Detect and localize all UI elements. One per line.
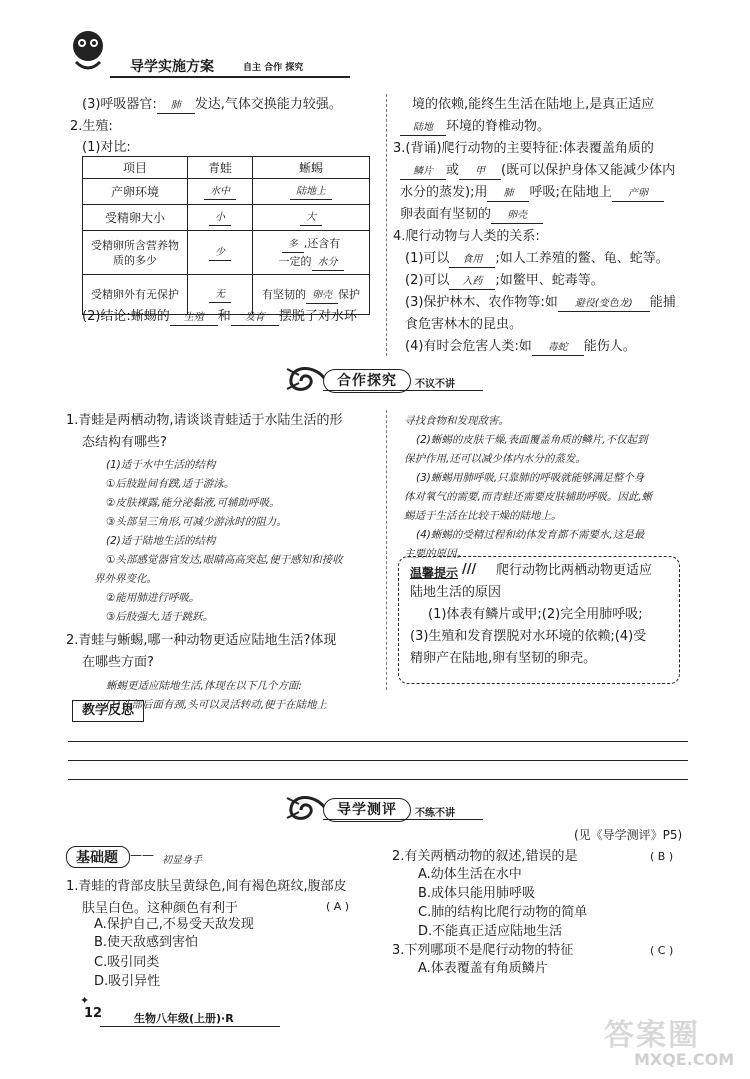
text-line: 境的依赖,能终生生活在陆地上,是真正适应 bbox=[412, 97, 655, 112]
table-cell: 无 bbox=[188, 275, 253, 315]
question-text: 态结构有哪些? bbox=[82, 435, 167, 450]
table-header: 青蛙 bbox=[188, 157, 253, 179]
eval-subtitle: 不练不讲 bbox=[415, 808, 455, 819]
table-cell: 多 ,还含有 一定的 水分 bbox=[253, 231, 370, 275]
basic-subtitle: 初显身手 bbox=[162, 855, 202, 866]
tip-text: (1)体表有鳞片或甲;(2)完全用肺呼吸; bbox=[428, 607, 643, 622]
tip-label: 温馨提示 bbox=[410, 566, 459, 580]
handwritten-answer: ③头部呈三角形,可减少游泳时的阻力。 bbox=[106, 516, 287, 528]
star-icon: ✦ bbox=[80, 994, 90, 1007]
answer-bracket: ( A ) bbox=[326, 900, 350, 913]
tip-text: (3)生殖和发育摆脱对水环境的依赖;(4)受 bbox=[410, 629, 647, 644]
tip-text: 精卵产在陆地,卵有坚韧的卵壳。 bbox=[410, 651, 597, 666]
table-cell: 少 bbox=[188, 231, 253, 275]
text-line: (2)可以 入药 ;如鳖甲、蛇毒等。 bbox=[405, 273, 604, 288]
text-line: 鳞片 或 甲 (既可以保护身体又能减少体内 bbox=[400, 160, 675, 182]
option-item: B.使天敌感到害怕 bbox=[94, 935, 199, 950]
handwritten-answer: (1)头部后面有颈,头可以灵活转动,便于在陆地上 bbox=[106, 699, 328, 711]
question-text: 1.青蛙的背部皮肤呈黄绿色,间有褐色斑纹,腹部皮 bbox=[66, 879, 347, 894]
answer-bracket: ( C ) bbox=[650, 944, 674, 957]
reflection-line bbox=[68, 779, 688, 780]
mascot-logo bbox=[68, 28, 108, 74]
text-line: 食危害林木的昆虫。 bbox=[405, 317, 523, 332]
handwritten-answer: ②能用肺进行呼吸。 bbox=[106, 592, 200, 604]
handwritten-answer: 蜴适于生活在比较干燥的陆地上。 bbox=[404, 510, 562, 522]
reflection-title: 教学反思 bbox=[72, 700, 144, 722]
question-text: 2.有关两栖动物的叙述,错误的是 bbox=[392, 849, 578, 864]
text-line: (1)可以 食用 ;如人工养殖的鳖、龟、蛇等。 bbox=[405, 251, 669, 266]
book-name: 生物八年级(上册)·R bbox=[134, 1012, 234, 1025]
watermark-url: MXQE.COM bbox=[634, 1050, 735, 1069]
compare-heading: (1)对比: bbox=[82, 140, 131, 155]
column-divider bbox=[386, 94, 388, 356]
option-item: D.不能真正适应陆地生活 bbox=[418, 924, 563, 939]
handwritten-answer: (2)适于陆地生活的结构 bbox=[106, 535, 216, 547]
page-title: 导学实施方案 bbox=[130, 59, 214, 75]
handwritten-answer: ①头部感觉器官发达,眼睛高高突起,便于感知和接收 bbox=[106, 554, 343, 566]
column-divider bbox=[386, 410, 388, 690]
table-cell: 产卵环境 bbox=[83, 179, 188, 205]
option-item: A.幼体生活在水中 bbox=[418, 867, 522, 882]
text-line: 陆地 环境的脊椎动物。 bbox=[400, 116, 550, 138]
coop-title: 合作探究 bbox=[323, 369, 411, 393]
text-line: 4.爬行动物与人类的关系: bbox=[393, 229, 540, 244]
table-header: 项目 bbox=[83, 157, 188, 179]
handwritten-answer: 界外界变化。 bbox=[94, 573, 157, 585]
comparison-table bbox=[82, 156, 370, 315]
question-text: 在哪些方面? bbox=[82, 655, 154, 670]
footer-rule bbox=[100, 1026, 280, 1027]
text-line: (4)有时会危害人类:如 毒蛇 能伤人。 bbox=[405, 339, 636, 354]
page-subtitle: 自主 合作 探究 bbox=[243, 63, 304, 73]
conclusion-line: (2)结论:蜥蜴的 生殖 和 发育 摆脱了对水环 bbox=[82, 309, 357, 324]
question-text: 2.青蛙与蜥蜴,哪一种动物更适应陆地生活?体现 bbox=[66, 633, 337, 648]
text-line: 水分的蒸发);用 肺 呼吸;在陆地上 产卵 bbox=[400, 182, 664, 204]
handwritten-answer: ①后肢趾间有蹼,适于游泳。 bbox=[106, 478, 235, 490]
question-text: 肤呈白色。这种颜色有利于 bbox=[82, 901, 239, 916]
banner-rule bbox=[323, 819, 483, 820]
text-line: 3.(背诵)爬行动物的主要特征:体表覆盖角质的 bbox=[393, 141, 654, 156]
option-item: C.肺的结构比爬行动物的简单 bbox=[418, 905, 588, 920]
reproduction-heading: 2.生殖: bbox=[70, 119, 113, 134]
table-cell: 小 bbox=[188, 205, 253, 231]
option-item: B.成体只能用肺呼吸 bbox=[418, 886, 536, 901]
option-item: D.吸引异性 bbox=[94, 974, 161, 989]
handwritten-answer: 保护作用,还可以减少体内水分的蒸发。 bbox=[404, 453, 586, 465]
eval-title: 导学测评 bbox=[323, 798, 411, 822]
table-cell: 受精卵大小 bbox=[83, 205, 188, 231]
table-cell: 受精卵所含营养物质的多少 bbox=[83, 231, 188, 275]
coop-subtitle: 不议不讲 bbox=[415, 379, 455, 390]
handwritten-answer: 体对氧气的需要,而青蛙还需要皮肤辅助呼吸。因此,蜥 bbox=[404, 491, 653, 503]
option-item: A.体表覆盖有角质鳞片 bbox=[418, 961, 548, 976]
table-cell: 有坚韧的 卵壳 保护 bbox=[253, 275, 370, 315]
eval-banner bbox=[285, 792, 495, 822]
tip-text: 爬行动物比两栖动物更适应 bbox=[496, 563, 653, 578]
answer-bracket: ( B ) bbox=[650, 850, 674, 863]
handwritten-answer: (2)蜥蜴的皮肤干燥,表面覆盖角质的鳞片,不仅起到 bbox=[416, 434, 648, 446]
eval-reference: (见《导学测评》P5) bbox=[574, 828, 683, 842]
reflection-line bbox=[68, 760, 688, 761]
basic-title: 基础题 bbox=[76, 850, 118, 866]
question-text: 3.下列哪项不是爬行动物的特征 bbox=[392, 943, 574, 958]
basic-badge bbox=[66, 846, 216, 868]
table-header: 蜥蜴 bbox=[253, 157, 370, 179]
header-rule bbox=[110, 76, 350, 78]
basic-dash: —— bbox=[130, 848, 154, 862]
handwritten-answer: 蜥蜴更适应陆地生活,体现在以下几个方面: bbox=[106, 680, 302, 692]
watermark-logo: 答案圈 bbox=[604, 1018, 700, 1053]
table-cell: 大 bbox=[253, 205, 370, 231]
handwritten-answer: ②皮肤裸露,能分泌黏液,可辅助呼吸。 bbox=[106, 497, 280, 509]
text-line: (3)保护林木、农作物等:如 避役(变色龙) 能捕 bbox=[405, 295, 676, 310]
question-text: 1.青蛙是两栖动物,请谈谈青蛙适于水陆生活的形 bbox=[66, 413, 343, 428]
handwritten-answer: (4)蜥蜴的受精过程和幼体发育都不需要水,这是最 bbox=[416, 529, 645, 541]
handwritten-answer: (3)蜥蜴用肺呼吸,只靠肺的呼吸就能够满足整个身 bbox=[416, 472, 645, 484]
table-cell: 水中 bbox=[188, 179, 253, 205]
handwritten-answer: 寻找食物和发现敌害。 bbox=[404, 415, 509, 427]
handwritten-answer: (1)适于水中生活的结构 bbox=[106, 459, 216, 471]
tip-slash-icon: /// bbox=[462, 562, 477, 577]
text-line: 卵表面有坚韧的 卵壳 bbox=[400, 204, 543, 226]
reflection-line bbox=[68, 741, 688, 742]
tip-text: 陆地生活的原因 bbox=[410, 585, 502, 600]
handwritten-answer: ③后肢强大,适于跳跃。 bbox=[106, 611, 214, 623]
banner-rule bbox=[323, 390, 483, 391]
page-number: 12 bbox=[84, 1006, 103, 1021]
table-cell: 受精卵外有无保护 bbox=[83, 275, 188, 315]
table-cell: 陆地上 bbox=[253, 179, 370, 205]
handwritten-answer: 主要的原因。 bbox=[404, 548, 467, 560]
option-item: C.吸引同类 bbox=[94, 955, 160, 970]
respiratory-line: (3)呼吸器官: 肺 发达,气体交换能力较强。 bbox=[82, 97, 342, 112]
option-item: A.保护自己,不易受天敌发现 bbox=[94, 917, 254, 932]
coop-banner bbox=[285, 363, 495, 393]
